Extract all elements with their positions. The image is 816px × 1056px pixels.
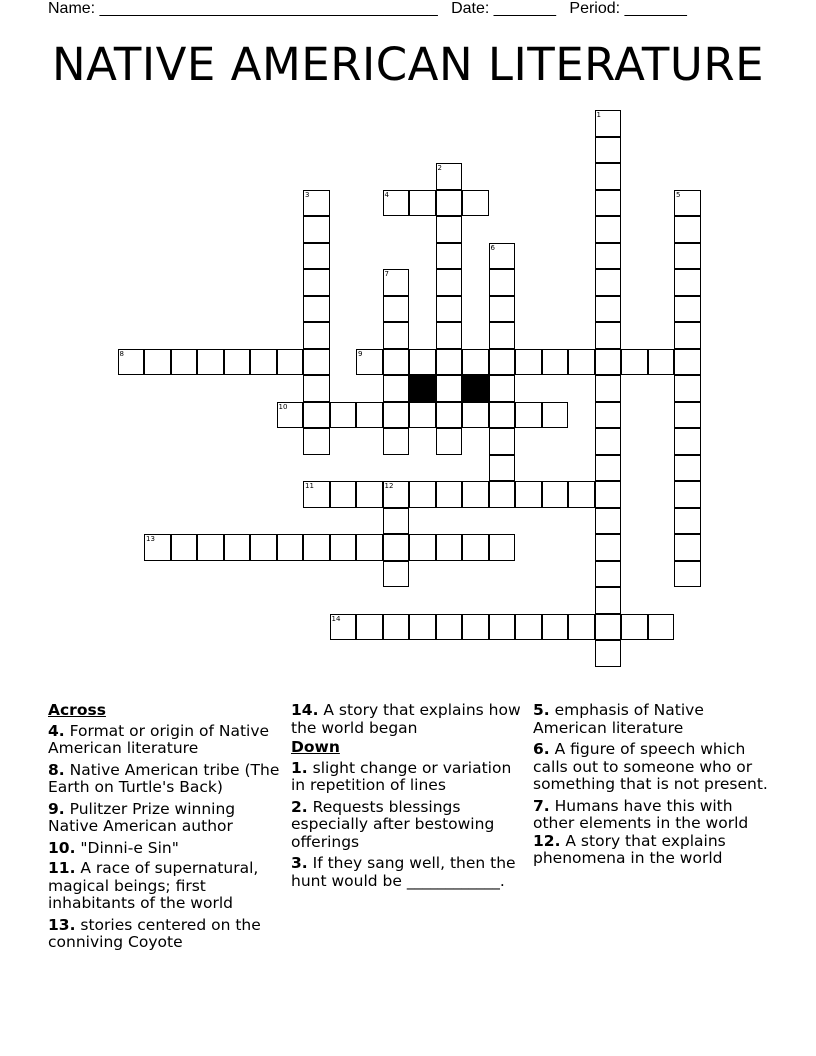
grid-cell[interactable] — [409, 190, 436, 217]
date-label: Date: — [451, 0, 490, 17]
grid-cell[interactable] — [383, 190, 410, 217]
grid-cell[interactable] — [674, 190, 701, 217]
grid-cell[interactable] — [436, 269, 463, 296]
black-square — [409, 375, 436, 402]
grid-cell[interactable] — [595, 587, 622, 614]
grid-cell[interactable] — [674, 481, 701, 508]
down-clue-6: 6. A figure of speech which calls out to someone who or something that is not present. — [533, 740, 768, 793]
grid-cell[interactable] — [409, 481, 436, 508]
black-square — [462, 375, 489, 402]
grid-cell[interactable] — [595, 428, 622, 455]
name-blank[interactable]: ______________________________________ — [99, 0, 438, 17]
grid-cell[interactable] — [171, 534, 198, 561]
clue-column-3 — [533, 702, 773, 872]
grid-cell[interactable] — [383, 375, 410, 402]
grid-cell[interactable] — [171, 349, 198, 376]
grid-cell[interactable] — [436, 322, 463, 349]
grid-cell[interactable] — [197, 349, 224, 376]
grid-cell[interactable] — [303, 534, 330, 561]
grid-cell[interactable] — [489, 322, 516, 349]
grid-cell[interactable] — [542, 349, 569, 376]
grid-cell[interactable] — [595, 269, 622, 296]
grid-cell[interactable] — [674, 561, 701, 588]
grid-cell[interactable] — [515, 402, 542, 429]
clue-number-label: 11 — [305, 482, 314, 490]
grid-cell[interactable] — [303, 216, 330, 243]
grid-cell[interactable] — [674, 402, 701, 429]
across-heading: Across — [48, 701, 106, 719]
grid-cell[interactable] — [197, 534, 224, 561]
grid-cell[interactable] — [674, 216, 701, 243]
grid-cell[interactable] — [648, 614, 675, 641]
grid-cell[interactable] — [489, 349, 516, 376]
grid-cell[interactable] — [383, 534, 410, 561]
clue-number-label: 2 — [437, 164, 442, 172]
grid-cell[interactable] — [303, 296, 330, 323]
grid-cell[interactable] — [436, 216, 463, 243]
grid-cell[interactable] — [621, 349, 648, 376]
grid-cell[interactable] — [383, 508, 410, 535]
grid-cell[interactable] — [330, 481, 357, 508]
down-clue-1: 1. slight change or variation in repetition of lines — [291, 758, 512, 794]
grid-cell[interactable] — [595, 163, 622, 190]
grid-cell[interactable] — [383, 428, 410, 455]
clue-number-label: 1 — [596, 111, 601, 119]
grid-cell[interactable] — [462, 481, 489, 508]
grid-cell[interactable] — [436, 481, 463, 508]
grid-cell[interactable] — [277, 402, 304, 429]
grid-cell[interactable] — [436, 243, 463, 270]
across-clue-14: 14. A story that explains how the world began — [291, 701, 521, 737]
grid-cell[interactable] — [436, 163, 463, 190]
grid-cell[interactable] — [436, 614, 463, 641]
grid-cell[interactable] — [674, 428, 701, 455]
grid-cell[interactable] — [383, 481, 410, 508]
clue-number-label: 12 — [384, 482, 394, 490]
grid-cell[interactable] — [383, 269, 410, 296]
grid-cell[interactable] — [489, 534, 516, 561]
across-clue-11: 11. A race of supernatural, magical beings; first inhabitants of the world — [48, 859, 259, 912]
grid-cell[interactable] — [648, 349, 675, 376]
grid-cell[interactable] — [542, 481, 569, 508]
grid-cell[interactable] — [144, 534, 171, 561]
grid-cell[interactable] — [224, 349, 251, 376]
grid-cell[interactable] — [515, 349, 542, 376]
grid-cell[interactable] — [356, 481, 383, 508]
grid-cell[interactable] — [489, 428, 516, 455]
grid-cell[interactable] — [356, 402, 383, 429]
grid-cell[interactable] — [595, 375, 622, 402]
grid-cell[interactable] — [436, 428, 463, 455]
grid-cell[interactable] — [436, 375, 463, 402]
grid-cell[interactable] — [595, 508, 622, 535]
grid-cell[interactable] — [303, 322, 330, 349]
grid-cell[interactable] — [436, 349, 463, 376]
grid-cell[interactable] — [303, 402, 330, 429]
grid-cell[interactable] — [674, 322, 701, 349]
grid-cell[interactable] — [303, 243, 330, 270]
grid-cell[interactable] — [462, 349, 489, 376]
grid-cell[interactable] — [568, 614, 595, 641]
grid-cell[interactable] — [489, 402, 516, 429]
grid-cell[interactable] — [144, 349, 171, 376]
grid-cell[interactable] — [462, 614, 489, 641]
grid-cell[interactable] — [489, 614, 516, 641]
grid-cell[interactable] — [330, 402, 357, 429]
clue-number-label: 6 — [490, 243, 495, 252]
grid-cell[interactable] — [383, 614, 410, 641]
puzzle-title: NATIVE AMERICAN LITERATURE — [51, 38, 765, 91]
grid-cell[interactable] — [674, 508, 701, 535]
down-clue-12: 12. A story that explains phenomena in the world — [533, 831, 726, 867]
down-clue-2: 2. Requests blessings especially after bestowing offerings — [291, 797, 495, 851]
across-clue-10: 10. "Dinni-e Sin" — [48, 838, 179, 857]
grid-cell[interactable] — [595, 402, 622, 429]
grid-cell[interactable] — [568, 481, 595, 508]
clue-column-2 — [291, 702, 527, 894]
grid-cell[interactable] — [595, 640, 622, 667]
across-clue-13: 13. stories centered on the conniving Coyote — [48, 915, 261, 951]
clue-number-label: 3 — [305, 190, 310, 199]
down-clue-7: 7. Humans have this with other elements in the world — [533, 796, 749, 832]
clue-number-label: 8 — [119, 349, 124, 358]
grid-cell[interactable] — [356, 534, 383, 561]
grid-cell[interactable] — [674, 534, 701, 561]
grid-cell[interactable] — [383, 561, 410, 588]
across-clue-4: 4. Format or origin of Native American literature — [48, 721, 270, 757]
grid-cell[interactable] — [118, 349, 145, 376]
clue-number-label: 14 — [331, 614, 341, 623]
clue-number-label: 5 — [676, 190, 681, 199]
grid-cell[interactable] — [277, 349, 304, 376]
clue-number-label: 4 — [384, 190, 389, 199]
across-clue-9: 9. Pulitzer Prize winning Native American author — [48, 799, 236, 835]
grid-cell[interactable] — [674, 269, 701, 296]
grid-cell[interactable] — [674, 349, 701, 376]
grid-cell[interactable] — [330, 534, 357, 561]
grid-cell[interactable] — [303, 190, 330, 217]
clue-number-label: 10 — [278, 402, 288, 411]
clue-column-1 — [48, 702, 284, 956]
grid-cell[interactable] — [250, 349, 277, 376]
grid-cell[interactable] — [409, 614, 436, 641]
grid-cell[interactable] — [303, 349, 330, 376]
grid-cell[interactable] — [621, 614, 648, 641]
grid-cell[interactable] — [383, 322, 410, 349]
clue-number-label: 13 — [146, 535, 155, 543]
grid-cell[interactable] — [462, 534, 489, 561]
clue-number-label: 7 — [384, 270, 389, 278]
grid-cell[interactable] — [595, 137, 622, 164]
grid-cell[interactable] — [489, 243, 516, 270]
grid-cell[interactable] — [224, 534, 251, 561]
grid-cell[interactable] — [674, 296, 701, 323]
grid-cell[interactable] — [595, 534, 622, 561]
grid-cell[interactable] — [409, 349, 436, 376]
grid-cell[interactable] — [595, 110, 622, 137]
across-clue-8: 8. Native American tribe (The Earth on Turtle's Back) — [48, 760, 280, 796]
grid-cell[interactable] — [409, 534, 436, 561]
period-blank[interactable]: _______ — [624, 0, 687, 17]
grid-cell[interactable] — [330, 614, 357, 641]
grid-cell[interactable] — [595, 481, 622, 508]
grid-cell[interactable] — [383, 296, 410, 323]
grid-cell[interactable] — [515, 614, 542, 641]
grid-cell[interactable] — [674, 375, 701, 402]
date-blank[interactable]: _______ — [493, 0, 557, 17]
grid-cell[interactable] — [595, 216, 622, 243]
grid-cell[interactable] — [303, 481, 330, 508]
grid-cell[interactable] — [595, 455, 622, 482]
grid-cell[interactable] — [489, 296, 516, 323]
grid-cell[interactable] — [568, 349, 595, 376]
grid-cell[interactable] — [462, 402, 489, 429]
grid-cell[interactable] — [595, 614, 622, 641]
grid-cell[interactable] — [674, 243, 701, 270]
grid-cell[interactable] — [383, 402, 410, 429]
grid-cell[interactable] — [303, 428, 330, 455]
grid-cell[interactable] — [303, 269, 330, 296]
grid-cell[interactable] — [515, 481, 542, 508]
grid-cell[interactable] — [489, 375, 516, 402]
grid-cell[interactable] — [542, 614, 569, 641]
name-label: Name: — [48, 0, 96, 17]
grid-cell[interactable] — [436, 190, 463, 217]
grid-cell[interactable] — [489, 481, 516, 508]
grid-cell[interactable] — [489, 455, 516, 482]
grid-cell[interactable] — [595, 349, 622, 376]
grid-cell[interactable] — [595, 243, 622, 270]
grid-cell[interactable] — [277, 534, 304, 561]
grid-cell[interactable] — [674, 455, 701, 482]
grid-cell[interactable] — [542, 402, 569, 429]
down-clue-5: 5. emphasis of Native American literature — [533, 701, 704, 737]
grid-cell[interactable] — [595, 561, 622, 588]
grid-cell[interactable] — [409, 402, 436, 429]
period-label: Period: — [569, 0, 621, 17]
grid-cell[interactable] — [303, 375, 330, 402]
grid-cell[interactable] — [489, 269, 516, 296]
grid-cell[interactable] — [383, 349, 410, 376]
grid-cell[interactable] — [436, 296, 463, 323]
grid-cell[interactable] — [595, 296, 622, 323]
grid-cell[interactable] — [595, 322, 622, 349]
grid-cell[interactable] — [356, 614, 383, 641]
grid-cell[interactable] — [356, 349, 383, 376]
down-heading: Down — [291, 738, 340, 756]
grid-cell[interactable] — [462, 190, 489, 217]
grid-cell[interactable] — [250, 534, 277, 561]
grid-cell[interactable] — [595, 190, 622, 217]
down-clue-3: 3. If they sang well, then the hunt would be ____________. — [291, 854, 516, 890]
grid-cell[interactable] — [436, 534, 463, 561]
grid-cell[interactable] — [436, 402, 463, 429]
clue-number-label: 9 — [358, 349, 363, 358]
